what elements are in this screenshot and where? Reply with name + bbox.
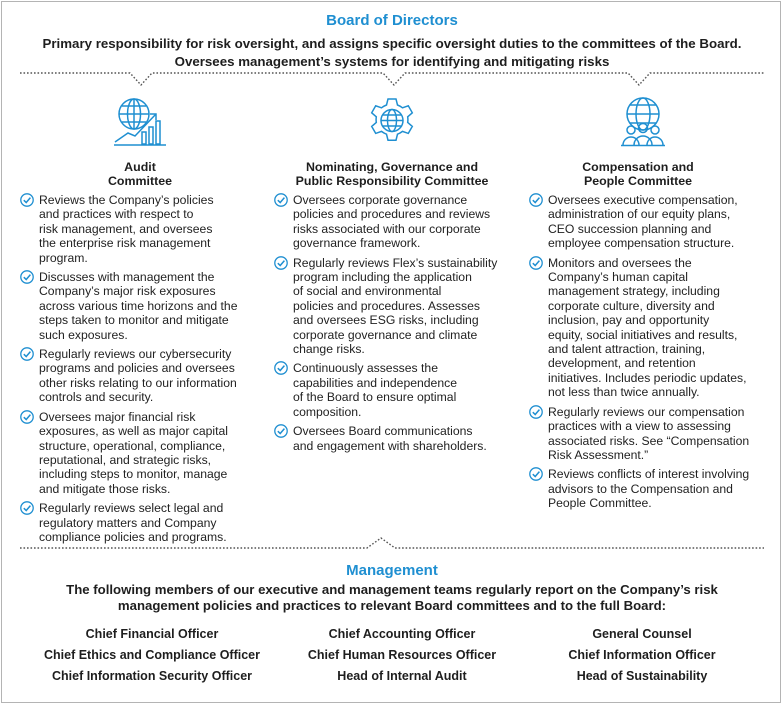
bullet-text-line: risks associated with our corporate (293, 221, 481, 236)
checkmark-circle-icon (20, 193, 34, 207)
checkmark-circle-icon (274, 193, 288, 207)
bullet-text-line: exposures, as well as major capital (39, 424, 228, 439)
bullet-text-line: management strategy, including (548, 284, 720, 299)
checkmark-circle-icon (274, 424, 288, 438)
bullet-text-line: governance framework. (293, 236, 421, 251)
bullet-text-line: change risks. (293, 342, 365, 357)
bullet-text-line: across various time horizons and the (39, 298, 238, 313)
committee-bullet-item (20, 270, 265, 342)
bullet-text-line: and engagement with shareholders. (293, 438, 487, 453)
checkmark-circle-icon (274, 361, 288, 375)
bullet-text-line: Oversees executive compensation, (548, 193, 738, 207)
board-title: Board of Directors (326, 12, 458, 29)
bullet-text-line: Oversees Board communications (293, 424, 473, 439)
bullet-text-line: Continuously assesses the (293, 361, 438, 376)
checkmark-circle-icon (529, 405, 543, 419)
checkmark-circle-icon (20, 347, 34, 361)
bullet-text-line: and mitigate those risks. (39, 481, 171, 496)
bullet-text-line: composition. (293, 404, 362, 419)
bullet-text-line: policies and procedures and reviews (293, 207, 491, 222)
compensation-committee-title: Compensation and People Committee (582, 160, 694, 188)
management-title: Management (346, 562, 438, 579)
officer-head-internal-audit: Head of Internal Audit (337, 669, 467, 683)
bullet-text-line: steps taken to monitor and mitigate (39, 313, 229, 328)
bullet-text-line: risk management, and oversees (39, 221, 213, 236)
bullet-text-line: such exposures. (39, 327, 128, 342)
bullet-text-line: Regularly reviews select legal and (39, 501, 224, 516)
audit-bullet-list (20, 193, 265, 549)
bullet-text-line: Oversees corporate governance (293, 193, 468, 207)
globe-growth-chart-icon (112, 96, 168, 148)
bullet-text-line: capabilities and independence (293, 375, 457, 390)
committee-bullet-item (20, 410, 265, 496)
checkmark-circle-icon (20, 270, 34, 284)
bullet-text-line: People Committee. (548, 496, 652, 511)
bullet-text-line: CEO succession planning and (548, 221, 712, 236)
board-dotted-connector (20, 73, 764, 85)
gear-globe-icon (364, 96, 420, 150)
bullet-text-line: Regularly reviews our cybersecurity (39, 347, 232, 362)
bullet-text-line: Monitors and oversees the (548, 255, 692, 270)
bullet-text-line: controls and security. (39, 390, 154, 405)
bullet-text-line: compliance policies and programs. (39, 529, 227, 544)
bullet-text-line: policies and procedures. Assesses (293, 298, 480, 313)
bullet-text-line: and practices with respect to (39, 207, 194, 222)
committee-bullet-item (529, 405, 779, 463)
checkmark-circle-icon (274, 256, 288, 270)
committee-bullet-item (529, 256, 779, 400)
bullet-text-line: associated risks. See “Compensation (548, 433, 750, 448)
committee-bullet-item (274, 193, 524, 251)
officer-chief-information: Chief Information Officer (568, 648, 716, 662)
compensation-bullet-list (529, 193, 779, 516)
committee-bullet-item (274, 256, 524, 357)
board-line-2: Oversees management’s systems for identifying and mitigating risks (174, 54, 610, 69)
bullet-text-line: regulatory matters and Company (39, 515, 217, 530)
committee-bullet-item (20, 501, 265, 544)
bullet-text-line: Oversees major financial risk (39, 409, 196, 424)
management-description: The following members of our executive and management teams regularly report on the Company’s risk management policies and practices to relevant Board committees and to the full Board: (66, 582, 718, 613)
officer-chief-info-security: Chief Information Security Officer (51, 669, 253, 683)
bullet-text-line: administration of our equity plans, (548, 207, 731, 222)
nominating-committee-title: Nominating, Governance and Public Responsibility Committee (295, 160, 489, 188)
committee-bullet-item (20, 347, 265, 405)
checkmark-circle-icon (529, 256, 543, 270)
officer-chief-accounting: Chief Accounting Officer (328, 627, 476, 641)
checkmark-circle-icon (529, 193, 543, 207)
checkmark-circle-icon (20, 410, 34, 424)
checkmark-circle-icon (20, 501, 34, 515)
globe-people-icon (618, 96, 668, 148)
bullet-text-line: including steps to monitor, manage (39, 467, 228, 482)
officer-head-sustainability: Head of Sustainability (576, 669, 708, 683)
bullet-text-line: reputational, and strategic risks, (39, 452, 212, 467)
bullet-text-line: Risk Assessment.” (548, 447, 649, 462)
checkmark-circle-icon (529, 467, 543, 481)
bullet-text-line: inclusion, pay and opportunity (548, 313, 710, 328)
bullet-text-line: advisors to the Compensation and (548, 481, 733, 496)
committee-bullet-item (529, 467, 779, 510)
bullet-text-line: Reviews the Company’s policies (39, 193, 214, 207)
bullet-text-line: initiatives. Includes periodic updates, (548, 370, 747, 385)
board-line-1: Primary responsibility for risk oversight, and assigns specific oversight duties to the committees of the Board. (42, 36, 742, 51)
committee-bullet-item (274, 424, 524, 453)
bullet-text-line: programs and policies and oversees (39, 361, 235, 376)
bullet-text-line: program. (39, 250, 88, 265)
bullet-text-line: development, and retention (548, 356, 696, 371)
bullet-text-line: of social and environmental (293, 284, 442, 299)
bullet-text-line: and oversees ESG risks, including (293, 313, 479, 328)
bullet-text-line: structure, operational, compliance, (39, 438, 226, 453)
bullet-text-line: corporate governance and climate (293, 327, 478, 342)
bullet-text-line: Reviews conflicts of interest involving (548, 467, 750, 482)
committee-bullet-item (274, 361, 524, 419)
bullet-text-line: Regularly reviews Flex’s sustainability (293, 255, 498, 270)
officer-chief-ethics: Chief Ethics and Compliance Officer (43, 648, 260, 662)
bullet-text-line: not less than twice annually. (548, 385, 700, 400)
officer-general-counsel: General Counsel (592, 627, 692, 641)
bullet-text-line: and talent attraction, training, (548, 342, 706, 357)
audit-committee-title: Audit Committee (107, 160, 173, 188)
officer-chief-hr: Chief Human Resources Officer (307, 648, 497, 662)
bullet-text-line: program including the application (293, 270, 472, 285)
bullet-text-line: equity, social initiatives and results, (548, 327, 738, 342)
bullet-text-line: corporate culture, diversity and (548, 298, 715, 313)
bullet-text-line: Discusses with management the (39, 270, 215, 285)
bullet-text-line: Company’s major risk exposures (39, 284, 216, 299)
bullet-text-line: of the Board to ensure optimal (293, 390, 457, 405)
bullet-text-line: other risks relating to our information (39, 375, 237, 390)
bullet-text-line: employee compensation structure. (548, 236, 735, 251)
bullet-text-line: Regularly reviews our compensation (548, 404, 745, 419)
bullet-text-line: Company’s human capital (548, 270, 689, 285)
officer-chief-financial: Chief Financial Officer (85, 627, 219, 641)
bullet-text-line: the enterprise risk management (39, 236, 211, 251)
committee-bullet-item (20, 193, 265, 265)
committee-bullet-item (529, 193, 779, 251)
nominating-bullet-list (274, 193, 524, 458)
bullet-text-line: practices with a view to assessing (548, 419, 731, 434)
